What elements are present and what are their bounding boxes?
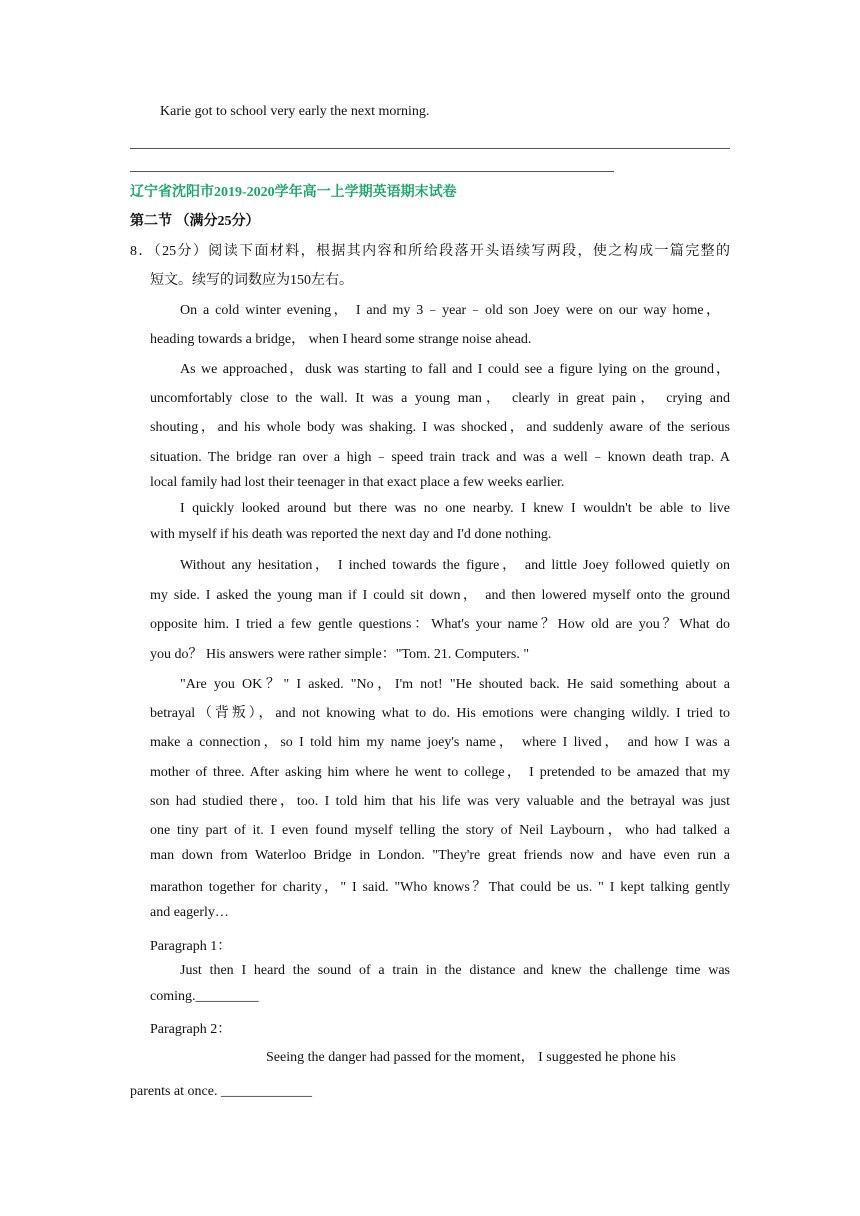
top-sentence: Karie got to school very early the next morning.	[160, 104, 430, 119]
passage-line: one tiny part of it. I even found myself telling the story of Neil Laybourn，who had talked a	[150, 823, 730, 838]
source-title: 辽宁省沈阳市2019-2020学年高一上学期英语期末试卷	[130, 185, 457, 200]
passage-line: son had studied there，too. I told him that his life was very valuable and the betrayal was just	[150, 794, 730, 809]
passage-line: On a cold winter evening， I and my 3﹣year﹣old son Joey were on our way home，	[180, 303, 720, 318]
passage-line: betrayal（背叛），and not knowing what to do. His emotions were changing wildly. I tried to	[150, 706, 730, 721]
passage-line: heading towards a bridge， when I heard some strange noise ahead.	[150, 332, 532, 347]
passage-line: Without any hesitation， I inched towards the figure， and little Joey followed quietly on	[180, 558, 730, 573]
passage-line: As we approached，dusk was starting to fall and I could see a figure lying on the ground，	[180, 362, 730, 377]
passage-line: shouting，and his whole body was shaking. I was shocked，and suddenly aware of the serious	[150, 420, 730, 435]
answer-line	[130, 148, 730, 149]
passage-line: "Are you OK？" I asked. "No，I'm not! "He shouted back. He said something about a	[180, 677, 730, 692]
passage-line: I quickly looked around but there was no one nearby. I knew I wouldn't be able to live	[180, 501, 730, 516]
paragraph2-label: Paragraph 2：	[150, 1022, 232, 1037]
paragraph2-opening: Seeing the danger had passed for the moment， I suggested he phone his	[266, 1050, 676, 1065]
passage-line: you do？ His answers were rather simple："Tom. 21. Computers. "	[150, 647, 530, 662]
paragraph2-opening-cont: parents at once. _____________	[130, 1084, 312, 1099]
passage-line: my side. I asked the young man if I could sit down， and then lowered myself onto the ground	[150, 588, 730, 603]
passage-line: make a connection，so I told him my name joey's name， where I lived， and how I was a	[150, 735, 730, 750]
passage-line: uncomfortably close to the wall. It was a young man， clearly in great pain， crying and	[150, 391, 730, 406]
paragraph1-label: Paragraph 1：	[150, 939, 232, 954]
question-instruction: 8．（25分）阅读下面材料，根据其内容和所给段落开头语续写两段，使之构成一篇完整的	[130, 244, 730, 259]
passage-line: man down from Waterloo Bridge in London. "They're great friends now and have even run a	[150, 848, 730, 863]
passage-line: local family had lost their teenager in that exact place a few weeks earlier.	[150, 475, 565, 490]
paragraph1-opening: Just then I heard the sound of a train in the distance and knew the challenge time was	[180, 963, 730, 978]
passage-line: situation. The bridge ran over a high﹣speed train track and was a well﹣known death trap. A	[150, 450, 730, 465]
section-heading: 第二节 （满分25分）	[130, 214, 260, 229]
passage-line: mother of three. After asking him where he went to college， I pretended to be amazed that my	[150, 765, 730, 780]
passage-line: with myself if his death was reported the next day and I'd done nothing.	[150, 527, 552, 542]
passage-line: marathon together for charity，" I said. "Who knows？That could be us. " I kept talking gently	[150, 880, 730, 895]
question-instruction-cont: 短文。续写的词数应为150左右。	[150, 273, 353, 288]
answer-line	[130, 171, 614, 172]
passage-line: opposite him. I tried a few gentle questions：What's your name？How old are you？What do	[150, 617, 730, 632]
paragraph1-opening-cont: coming._________	[150, 989, 259, 1004]
passage-line: and eagerly…	[150, 905, 229, 920]
